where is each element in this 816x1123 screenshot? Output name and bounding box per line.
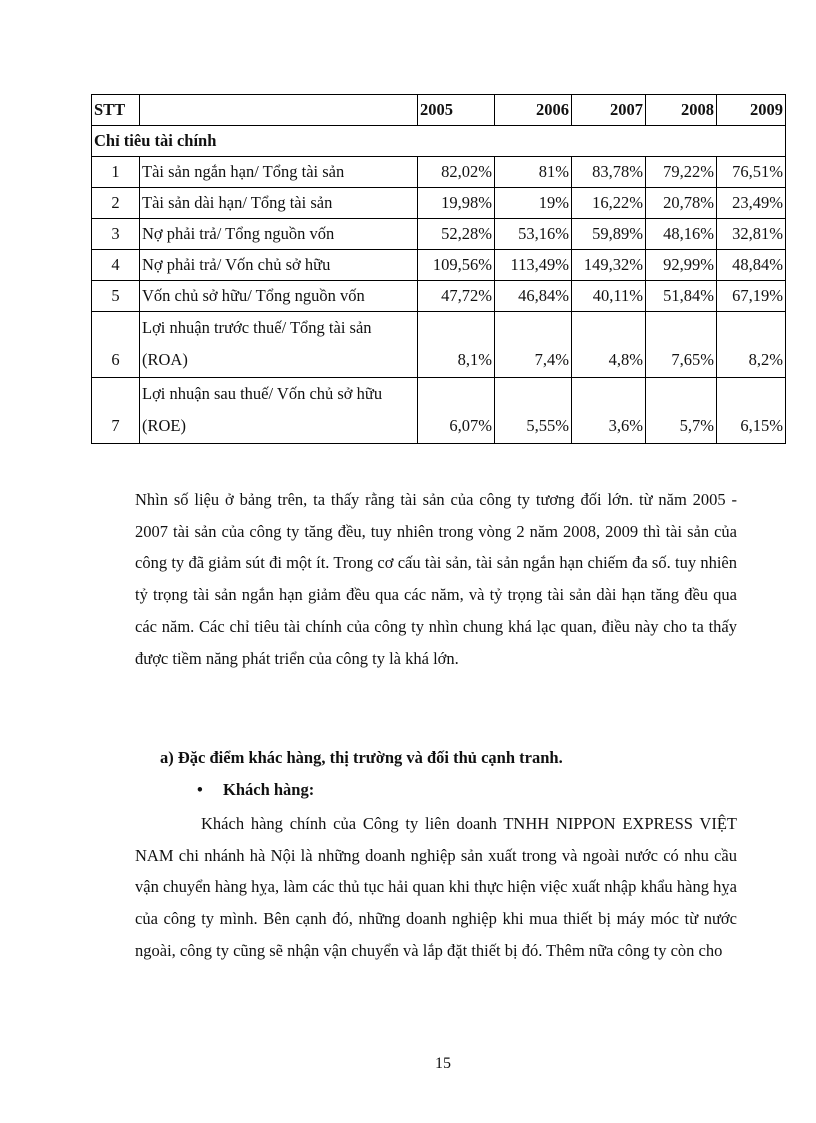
table-row xyxy=(92,312,786,378)
bullet-item-customers xyxy=(197,776,314,804)
cell-2007: 83,78% xyxy=(572,157,646,188)
cell-2009: 76,51% xyxy=(717,157,786,188)
cell-2009: 32,81% xyxy=(717,219,786,250)
cell-2007: 59,89% xyxy=(572,219,646,250)
cell-2005: 8,1% xyxy=(418,312,495,378)
row-stt: 1 xyxy=(92,157,140,188)
row-label: Vốn chủ sở hữu/ Tổng nguồn vốn xyxy=(140,281,418,312)
header-2009: 2009 xyxy=(717,95,786,126)
bullet-label: Khách hàng: xyxy=(223,780,315,799)
header-stt: STT xyxy=(92,95,140,126)
cell-2008: 48,16% xyxy=(646,219,717,250)
row-label: Tài sản dài hạn/ Tổng tài sản xyxy=(140,188,418,219)
row-label-line1: Lợi nhuận sau thuế/ Vốn chủ sở hữu xyxy=(142,384,383,403)
cell-2008: 7,65% xyxy=(646,312,717,378)
financial-indicators-table xyxy=(91,94,786,444)
table-row xyxy=(92,157,786,188)
table-row xyxy=(92,378,786,444)
cell-2008: 51,84% xyxy=(646,281,717,312)
row-label xyxy=(140,378,418,444)
section-label: Chỉ tiêu tài chính xyxy=(92,126,786,157)
cell-2005: 47,72% xyxy=(418,281,495,312)
row-stt: 5 xyxy=(92,281,140,312)
cell-2006: 53,16% xyxy=(495,219,572,250)
cell-2006: 7,4% xyxy=(495,312,572,378)
cell-2009: 6,15% xyxy=(717,378,786,444)
cell-2009: 67,19% xyxy=(717,281,786,312)
row-label-line1: Lợi nhuận trước thuế/ Tổng tài sản xyxy=(142,318,372,337)
cell-2005: 52,28% xyxy=(418,219,495,250)
cell-2008: 5,7% xyxy=(646,378,717,444)
row-label: Tài sản ngắn hạn/ Tổng tài sản xyxy=(140,157,418,188)
cell-2006: 5,55% xyxy=(495,378,572,444)
cell-2008: 20,78% xyxy=(646,188,717,219)
cell-2007: 4,8% xyxy=(572,312,646,378)
cell-2008: 92,99% xyxy=(646,250,717,281)
cell-2005: 19,98% xyxy=(418,188,495,219)
cell-2006: 81% xyxy=(495,157,572,188)
customers-paragraph: Khách hàng chính của Công ty liên doanh TNHH NIPPON EXPRESS VIỆT NAM chi nhánh hà Nội là những doanh nghiệp sản xuất trong và ngoài nước có nhu cầu vận chuyển hàng hỵa, làm các thủ tục hải quan khi thực hiện việc xuất nhập khẩu hàng hỵa của công ty mình. Bên cạnh đó, những doanh nghiệp khi mua thiết bị máy móc từ nước ngoài, công ty cũng sẽ nhận vận chuyển và lắp đặt thiết bị đó. Thêm nữa công ty còn cho xyxy=(135,814,737,960)
cell-2006: 46,84% xyxy=(495,281,572,312)
cell-2008: 79,22% xyxy=(646,157,717,188)
table-row xyxy=(92,188,786,219)
cell-2006: 19% xyxy=(495,188,572,219)
header-2005: 2005 xyxy=(418,95,495,126)
table-row xyxy=(92,281,786,312)
cell-2007: 3,6% xyxy=(572,378,646,444)
row-label-line2: (ROE) xyxy=(142,416,186,435)
header-blank xyxy=(140,95,418,126)
cell-2009: 48,84% xyxy=(717,250,786,281)
row-stt: 7 xyxy=(92,378,140,444)
header-2007: 2007 xyxy=(572,95,646,126)
cell-2005: 6,07% xyxy=(418,378,495,444)
row-stt: 6 xyxy=(92,312,140,378)
row-label-line2: (ROA) xyxy=(142,350,188,369)
header-2008: 2008 xyxy=(646,95,717,126)
bullet-dot-icon: • xyxy=(197,780,203,799)
row-stt: 2 xyxy=(92,188,140,219)
row-label xyxy=(140,312,418,378)
section-heading: a) Đặc điểm khác hàng, thị trường và đối thủ cạnh tranh. xyxy=(160,748,563,767)
row-stt: 3 xyxy=(92,219,140,250)
analysis-paragraph: Nhìn số liệu ở bảng trên, ta thấy rằng tài sản của công ty tương đối lớn. từ năm 2005 - 2007 tài sản của công ty tăng đều, tuy nhiên trong vòng 2 năm 2008, 2009 thì tài sản của công ty đã giảm sút đi một ít. Trong cơ cấu tài sản, tài sản ngắn hạn chiếm đa số. tuy nhiên tỷ trọng tài sản ngắn hạn giảm đều qua các năm, và tỷ trọng tài sản dài hạn tăng đều qua các năm. Các chỉ tiêu tài chính của công ty nhìn chung khá lạc quan, điều này cho ta thấy được tiềm năng phát triển của công ty là khá lớn. xyxy=(135,490,737,668)
cell-2005: 82,02% xyxy=(418,157,495,188)
page-number: 15 xyxy=(435,1055,451,1072)
table-header-row xyxy=(92,95,786,126)
cell-2009: 8,2% xyxy=(717,312,786,378)
header-2006: 2006 xyxy=(495,95,572,126)
cell-2007: 149,32% xyxy=(572,250,646,281)
cell-2009: 23,49% xyxy=(717,188,786,219)
row-label: Nợ phải trả/ Tổng nguồn vốn xyxy=(140,219,418,250)
table-row xyxy=(92,250,786,281)
row-stt: 4 xyxy=(92,250,140,281)
cell-2006: 113,49% xyxy=(495,250,572,281)
row-label: Nợ phải trả/ Vốn chủ sở hữu xyxy=(140,250,418,281)
cell-2007: 40,11% xyxy=(572,281,646,312)
cell-2007: 16,22% xyxy=(572,188,646,219)
cell-2005: 109,56% xyxy=(418,250,495,281)
section-row xyxy=(92,126,786,157)
table-row xyxy=(92,219,786,250)
